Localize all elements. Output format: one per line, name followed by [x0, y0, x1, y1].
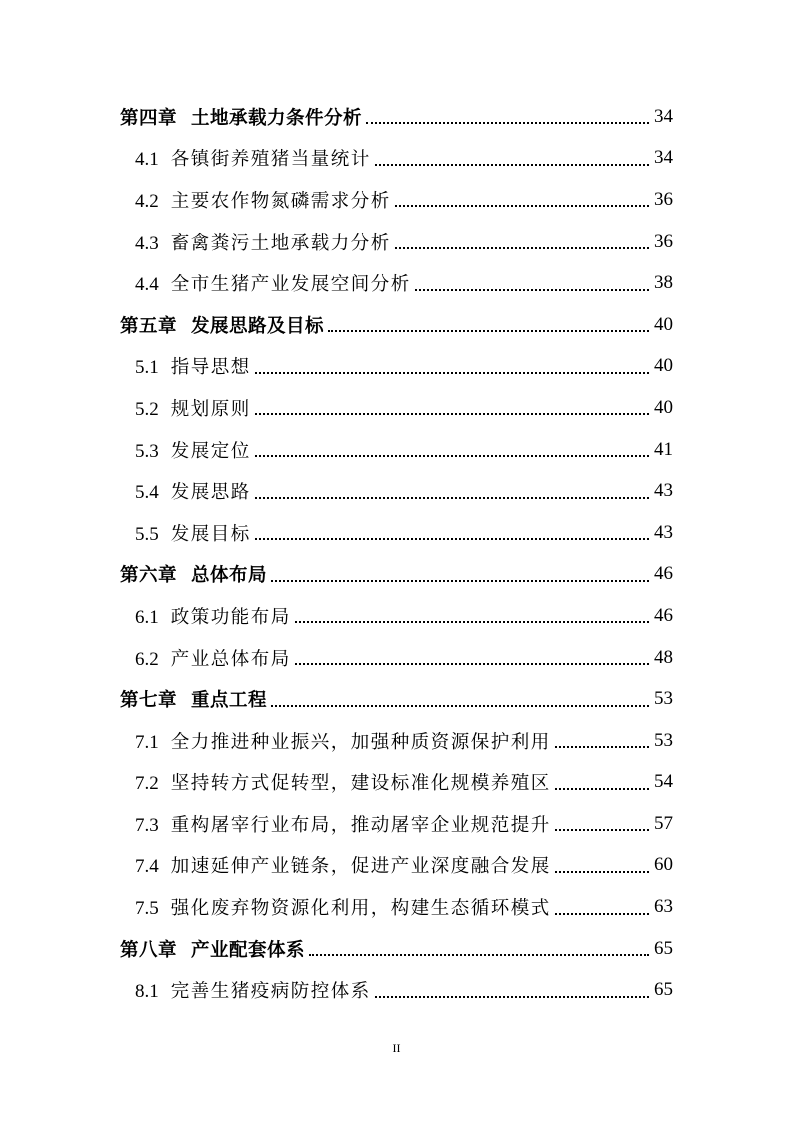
toc-entry-title — [135, 229, 391, 255]
toc-section-entry[interactable] — [0, 346, 793, 388]
toc-page-number: 63 — [654, 896, 673, 918]
entry-title-text: 重点工程 — [191, 690, 268, 712]
section-number: 4.4 — [135, 274, 159, 296]
entry-title-text: 重构屠宰行业布局，推动屠宰企业规范提升 — [170, 814, 551, 836]
dot-leader — [255, 454, 649, 457]
entry-title-text: 全市生猪产业发展空间分析 — [170, 274, 411, 296]
dot-leader — [555, 912, 649, 915]
toc-section-entry[interactable] — [0, 845, 793, 887]
toc-chapter-entry[interactable] — [0, 554, 793, 596]
entry-title-text: 发展思路及目标 — [191, 315, 325, 337]
toc-entry-title — [135, 603, 291, 629]
page-footer-number: II — [392, 1041, 401, 1055]
section-number: 5.3 — [135, 440, 159, 462]
dot-leader — [255, 412, 649, 415]
toc-chapter-entry[interactable] — [0, 96, 793, 138]
toc-entry-title — [120, 561, 267, 587]
section-number: 4.3 — [135, 232, 159, 254]
toc-entry-title — [135, 270, 411, 296]
toc-page-number: 54 — [654, 771, 673, 793]
toc-section-entry[interactable] — [0, 138, 793, 180]
section-number: 7.1 — [135, 731, 159, 753]
dot-leader — [255, 371, 649, 374]
dot-leader — [415, 288, 649, 291]
toc-page-number: 41 — [654, 438, 673, 460]
chapter-label: 第八章 — [120, 939, 178, 961]
dot-leader — [375, 163, 649, 166]
toc-section-entry[interactable] — [0, 720, 793, 762]
toc-page-number: 46 — [654, 604, 673, 626]
toc-page-number: 48 — [654, 646, 673, 668]
entry-title-text: 发展思路 — [170, 482, 251, 504]
section-number: 8.1 — [135, 981, 159, 1003]
chapter-label: 第四章 — [120, 107, 178, 129]
toc-page-number: 65 — [654, 979, 673, 1001]
toc-page-number: 34 — [654, 147, 673, 169]
toc-page-number: 34 — [654, 105, 673, 127]
section-number: 5.2 — [135, 398, 159, 420]
toc-page-number: 36 — [654, 188, 673, 210]
toc-entry-title — [135, 520, 251, 546]
toc-section-entry[interactable] — [0, 886, 793, 928]
entry-title-text: 坚持转方式促转型，建设标准化规模养殖区 — [170, 773, 551, 795]
dot-leader — [555, 870, 649, 873]
entry-title-text: 土地承载力条件分析 — [191, 107, 363, 129]
toc-page-number: 53 — [654, 688, 673, 710]
toc-entry-title — [135, 437, 251, 463]
toc-page-number: 40 — [654, 355, 673, 377]
entry-title-text: 加速延伸产业链条，促进产业深度融合发展 — [170, 856, 551, 878]
toc-section-entry[interactable] — [0, 387, 793, 429]
toc-entry-title — [135, 852, 551, 878]
toc-section-entry[interactable] — [0, 470, 793, 512]
toc-entry-title — [120, 312, 324, 338]
toc-section-entry[interactable] — [0, 262, 793, 304]
toc-page-number: 57 — [654, 812, 673, 834]
toc-page-number: 46 — [654, 563, 673, 585]
entry-title-text: 主要农作物氮磷需求分析 — [170, 190, 391, 212]
dot-leader — [255, 496, 649, 499]
entry-title-text: 强化废弃物资源化利用，构建生态循环模式 — [170, 898, 551, 920]
entry-title-text: 总体布局 — [191, 565, 268, 587]
dot-leader — [555, 745, 649, 748]
toc-section-entry[interactable] — [0, 595, 793, 637]
table-of-contents — [0, 96, 793, 1011]
entry-title-text: 各镇街养殖猪当量统计 — [170, 149, 371, 171]
toc-page-number: 38 — [654, 272, 673, 294]
section-number: 5.1 — [135, 357, 159, 379]
dot-leader — [395, 204, 649, 207]
toc-section-entry[interactable] — [0, 803, 793, 845]
dot-leader — [555, 787, 649, 790]
section-number: 7.4 — [135, 856, 159, 878]
entry-title-text: 产业总体布局 — [170, 648, 291, 670]
dot-leader — [366, 121, 649, 124]
section-number: 7.5 — [135, 898, 159, 920]
toc-page-number: 60 — [654, 854, 673, 876]
dot-leader — [555, 828, 649, 831]
dot-leader — [271, 579, 649, 582]
toc-entry-title — [120, 104, 362, 130]
toc-chapter-entry[interactable] — [0, 304, 793, 346]
toc-chapter-entry[interactable] — [0, 678, 793, 720]
section-number: 4.2 — [135, 190, 159, 212]
toc-chapter-entry[interactable] — [0, 928, 793, 970]
section-number: 7.2 — [135, 773, 159, 795]
toc-section-entry[interactable] — [0, 969, 793, 1011]
section-number: 6.2 — [135, 648, 159, 670]
entry-title-text: 全力推进种业振兴，加强种质资源保护利用 — [170, 731, 551, 753]
dot-leader — [295, 620, 649, 623]
section-number: 6.1 — [135, 606, 159, 628]
chapter-label: 第五章 — [120, 315, 178, 337]
dot-leader — [295, 662, 649, 665]
toc-section-entry[interactable] — [0, 512, 793, 554]
dot-leader — [395, 246, 649, 249]
toc-entry-title — [120, 936, 305, 962]
toc-entry-title — [135, 977, 371, 1003]
toc-page-number: 43 — [654, 480, 673, 502]
toc-page-number: 65 — [654, 937, 673, 959]
toc-entry-title — [135, 728, 551, 754]
entry-title-text: 规划原则 — [170, 398, 251, 420]
toc-entry-title — [135, 769, 551, 795]
entry-title-text: 指导思想 — [170, 357, 251, 379]
dot-leader — [328, 329, 649, 332]
dot-leader — [309, 953, 649, 956]
toc-entry-title — [135, 353, 251, 379]
toc-section-entry[interactable] — [0, 637, 793, 679]
entry-title-text: 畜禽粪污土地承载力分析 — [170, 232, 391, 254]
toc-entry-title — [135, 478, 251, 504]
section-number: 5.4 — [135, 482, 159, 504]
toc-entry-title — [135, 811, 551, 837]
entry-title-text: 发展定位 — [170, 440, 251, 462]
entry-title-text: 完善生猪疫病防控体系 — [170, 981, 371, 1003]
section-number: 4.1 — [135, 149, 159, 171]
toc-section-entry[interactable] — [0, 762, 793, 804]
chapter-label: 第六章 — [120, 565, 178, 587]
toc-entry-title — [135, 187, 391, 213]
toc-page-number: 36 — [654, 230, 673, 252]
toc-section-entry[interactable] — [0, 221, 793, 263]
toc-page-number: 40 — [654, 313, 673, 335]
section-number: 7.3 — [135, 814, 159, 836]
entry-title-text: 政策功能布局 — [170, 606, 291, 628]
entry-title-text: 产业配套体系 — [191, 939, 306, 961]
dot-leader — [255, 537, 649, 540]
dot-leader — [375, 995, 649, 998]
toc-page-number: 43 — [654, 521, 673, 543]
toc-page-number: 53 — [654, 729, 673, 751]
toc-section-entry[interactable] — [0, 429, 793, 471]
toc-page-number: 40 — [654, 396, 673, 418]
toc-section-entry[interactable] — [0, 179, 793, 221]
toc-entry-title — [135, 894, 551, 920]
entry-title-text: 发展目标 — [170, 523, 251, 545]
toc-entry-title — [120, 686, 267, 712]
chapter-label: 第七章 — [120, 690, 178, 712]
toc-entry-title — [135, 645, 291, 671]
toc-entry-title — [135, 145, 371, 171]
section-number: 5.5 — [135, 523, 159, 545]
toc-entry-title — [135, 395, 251, 421]
dot-leader — [271, 704, 649, 707]
